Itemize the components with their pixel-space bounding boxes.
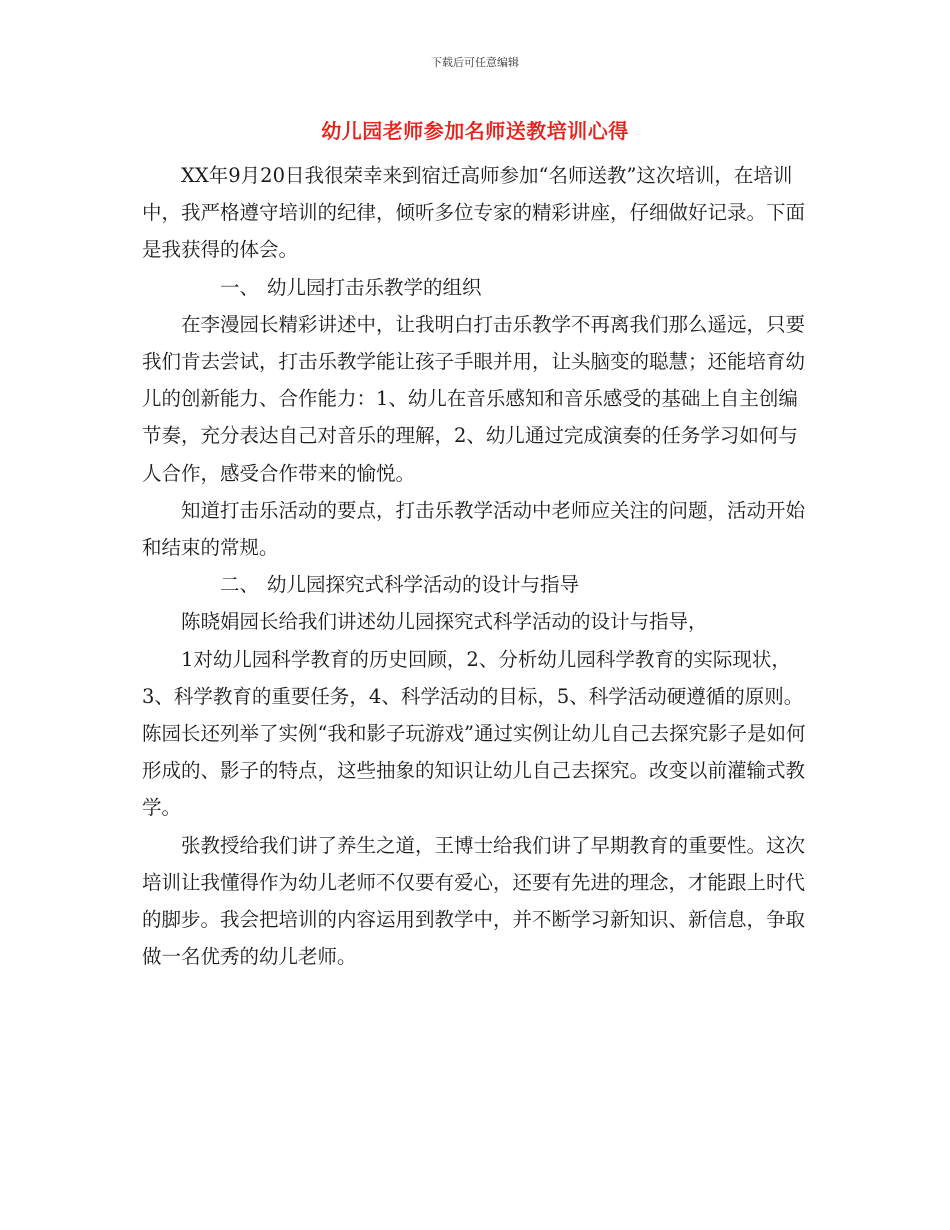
- paragraph-conclusion: 张教授给我们讲了养生之道，王博士给我们讲了早期教育的重要性。这次培训让我懂得作为幼儿老师不仅要有爱心，还要有先进的理念，才能跟上时代的脚步。我会把培训的内容运用到教学中，并不断学习新知识、新信息，争取做一名优秀的幼儿老师。: [142, 833, 806, 969]
- paragraph-science-intro: 陈晓娟园长给我们讲述幼儿园探究式科学活动的设计与指导，: [181, 610, 708, 634]
- header-note: 下载后可任意编辑: [431, 56, 519, 69]
- paragraph-intro: XX年9月20日我很荣幸来到宿迁高师参加“名师送教”这次培训，在培训中，我严格遵守培训的纪律，倾听多位专家的精彩讲座，仔细做好记录。下面是我获得的体会。: [142, 164, 806, 262]
- paragraph-percussion-points: 知道打击乐活动的要点，打击乐教学活动中老师应关注的问题，活动开始和结束的常规。: [142, 498, 806, 560]
- document-body: [142, 157, 810, 975]
- section-title: 幼儿园探究式科学活动的设计与指导: [267, 573, 580, 597]
- paragraph-percussion: 在李漫园长精彩讲述中，让我明白打击乐教学不再离我们那么遥远，只要我们肯去尝试，打击乐教学能让孩子手眼并用，让头脑变的聪慧；还能培育幼儿的创新能力、合作能力：1、幼儿在音乐感知和音乐感受的基础上自主创编节奏，充分表达自己对音乐的理解，2、幼儿通过完成演奏的任务学习如何与人合作，感受合作带来的愉悦。: [142, 312, 806, 485]
- section-number: 二、: [220, 573, 260, 597]
- section-number: 一、: [220, 275, 260, 299]
- section-heading-1: [142, 269, 810, 306]
- section-title: 幼儿园打击乐教学的组织: [267, 275, 482, 299]
- section-heading-2: [142, 566, 810, 603]
- document-title: 幼儿园老师参加名师送教培训心得: [321, 119, 629, 143]
- paragraph-science-details: 1对幼儿园科学教育的历史回顾，2、分析幼儿园科学教育的实际现状，3、科学教育的重要任务，4、科学活动的目标，5、科学活动硬遵循的原则。陈园长还列举了实例“我和影子玩游戏”通过实例让幼儿自己去探究影子是如何形成的、影子的特点，这些抽象的知识让幼儿自己去探究。改变以前灌输式教学。: [142, 647, 806, 820]
